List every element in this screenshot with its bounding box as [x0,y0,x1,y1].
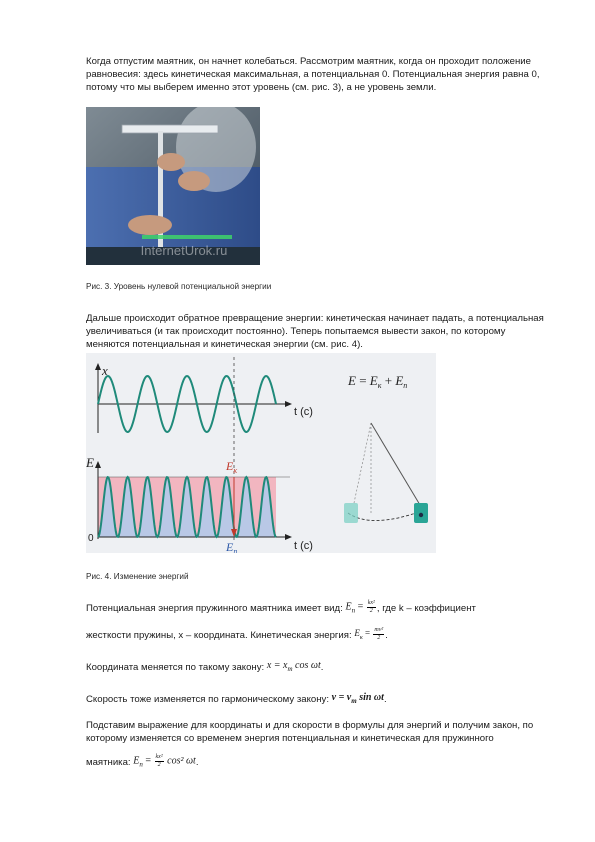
velocity-law-line [86,691,556,708]
ek-label: $E_к$ [226,459,238,475]
coordinate-law-formula: $x = x_m$ cos ωt [266,660,321,673]
paragraph-energy-transfer: Дальше происходит обратное превращение энергии: кинетическая начинает падать, а потенциальная увеличиваться (и так происходит постоянно). Теперь попытаемся вывести закон, по которому меняются потенциальная и кинетическая энергии (см. рис. 4). [86,313,544,351]
coordinate-law-line [86,659,556,676]
coordinate-period: . [320,662,324,674]
pendulum-bob-dot [419,513,423,517]
energy-time-line [86,754,556,771]
t-axis-top-label: t (с) [294,406,313,418]
potential-energy-line [86,600,556,617]
energy-figure [86,353,436,553]
t-axis-bottom-label: t (с) [294,540,313,552]
velocity-law-text: Скорость тоже изменяется по гармоническому закону: [86,694,329,706]
kinetic-energy-formula: $E_к$ = $\frac{\text{mv²}}{2}$ [354,627,384,641]
kinetic-energy-text: жесткости пружины, x – координата. Кинетическая энергия: [86,629,352,641]
ep-label: $E_п$ [226,540,238,553]
energy-equation: $E = E_к + E_п$ [348,373,408,390]
coordinate-law-text: Координата меняется по такому закону: [86,662,265,674]
paragraph-substitution: Подставим выражение для координаты и для скорости в формулы для энергий и получим закон, по которому изменяется со временем энергия потенциальная и кинетическая для пружинного [86,720,534,745]
kinetic-energy-line [86,627,556,644]
velocity-law-formula: $v = v_m$ sin ωt [331,692,384,705]
energy-figure-drawing [86,353,436,553]
pendulum-bob-left [344,503,358,523]
velocity-period: . [383,694,387,706]
pendulum-photo [86,107,260,265]
x-axis-label: x [102,363,108,378]
zero-label: 0 [88,533,94,544]
pendulum-photo-drawing [86,107,260,265]
energy-time-text: маятника: [86,757,131,769]
paragraph-intro: Когда отпустим маятник, он начнет колебаться. Рассмотрим маятник, когда он проходит положение равновесия: здесь кинетическая максимальная, а потенциальная 0. Потенциальная энергия равна 0, потому что мы выберем именно этот уровень (см. рис. 3), а не уровень земли. [86,56,540,94]
photo-watermark: InternetUrok.ru [140,243,228,258]
potential-energy-text-tail: , где k – коэффициент [376,603,476,615]
potential-energy-formula: $E_п$ = $\frac{\text{kx²}}{2}$ [345,600,375,615]
e-axis-label: E [86,455,94,470]
fig4-caption: Рис. 4. Изменение энергий [86,572,189,581]
potential-energy-text: Потенциальная энергия пружинного маятника имеет вид: [86,603,343,615]
energy-time-formula: $E_п$ = $\frac{\text{kx²}}{2}$ cos² ωt [133,754,196,769]
fig3-caption: Рис. 3. Уровень нулевой потенциальной энергии [86,282,272,291]
energy-time-period: . [195,757,199,769]
kinetic-period: . [385,629,388,641]
